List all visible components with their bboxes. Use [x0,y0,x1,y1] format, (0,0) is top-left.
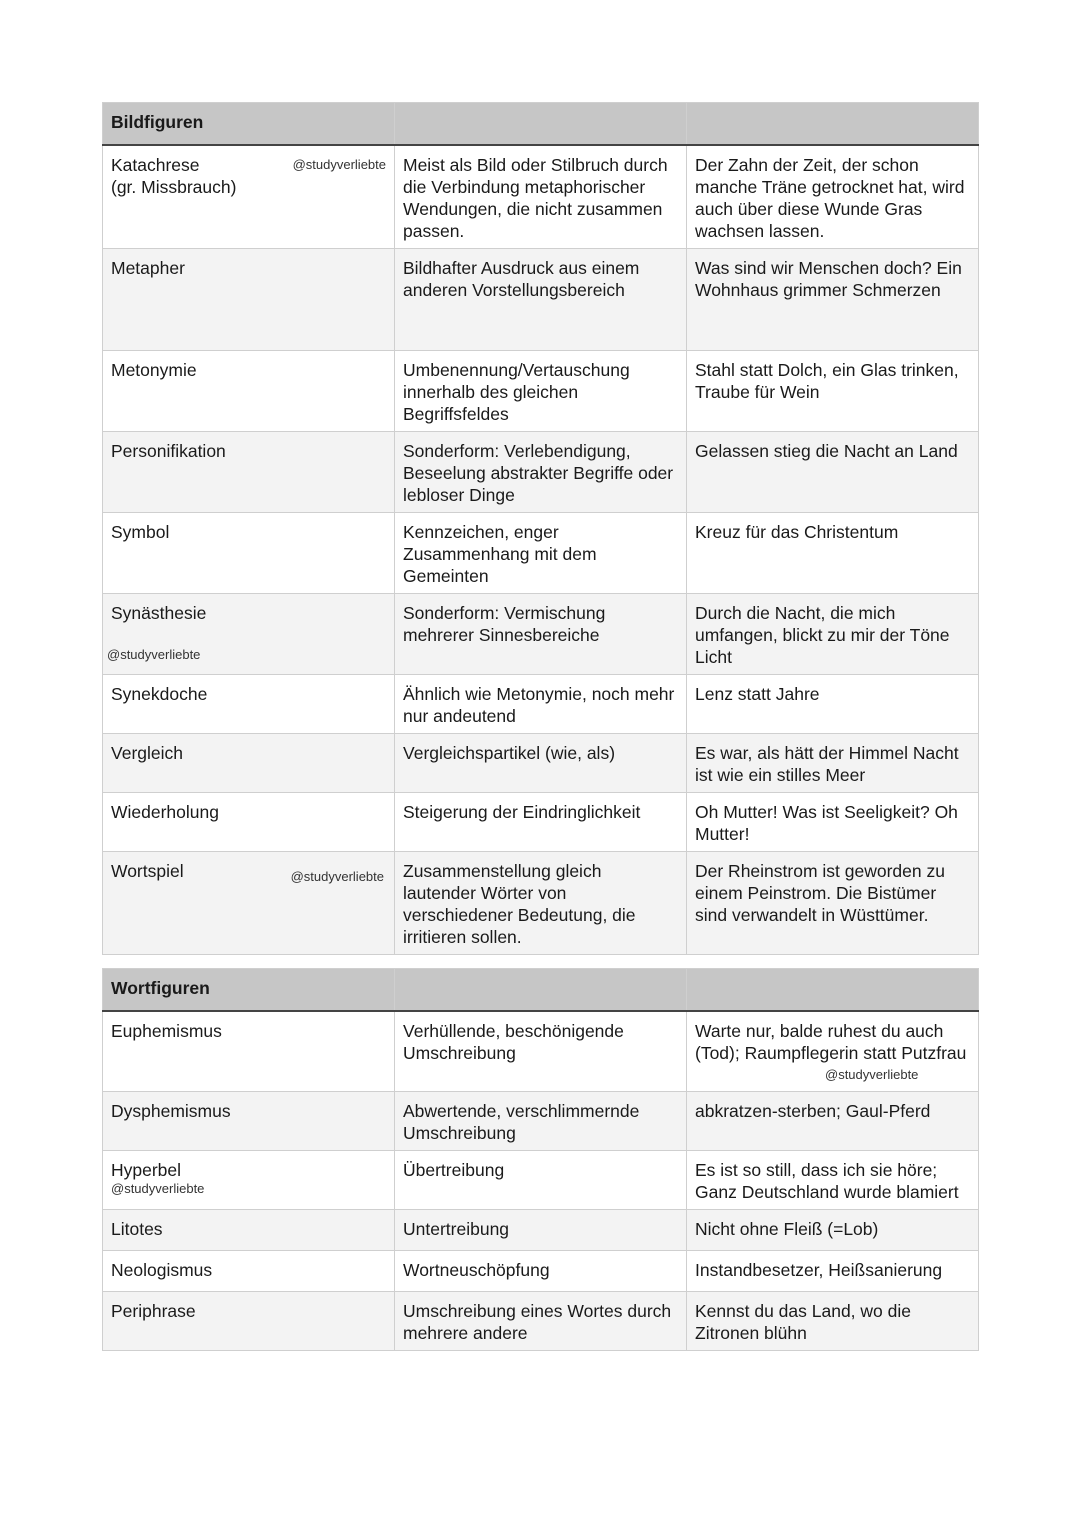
example: Oh Mutter! Was ist Seeligkeit? Oh Mutter! [687,793,979,852]
watermark: @studyverliebte [107,647,201,662]
term: Personifikation [103,432,395,513]
description: Abwertende, verschlimmernde Umschreibung [395,1091,687,1150]
example: Gelassen stieg die Nacht an Land [687,432,979,513]
table-row [103,734,979,793]
term: Wiederholung [103,793,395,852]
description: Sonderform: Vermischung mehrerer Sinnesbereiche [395,594,687,675]
term: Euphemismus [103,1011,395,1091]
term: Symbol [103,513,395,594]
term: Metonymie [103,351,395,432]
section-title: Wortfiguren [103,969,395,1012]
table-row [103,1291,979,1350]
example: Durch die Nacht, die mich umfangen, blickt zu mir der Töne Licht [687,594,979,675]
example: Es war, als hätt der Himmel Nacht ist wie ein stilles Meer [687,734,979,793]
description: Bildhafter Ausdruck aus einem anderen Vorstellungsbereich [395,249,687,351]
example: Es ist so still, dass ich sie höre; Ganz Deutschland wurde blamiert [687,1150,979,1209]
example: Instandbesetzer, Heißsanierung [687,1250,979,1291]
description: Verhüllende, beschönigende Umschreibung [395,1011,687,1091]
term: Periphrase [103,1291,395,1350]
wortfiguren-table [102,968,979,1351]
description: Steigerung der Eindringlichkeit [395,793,687,852]
table-row [103,432,979,513]
table-row [103,675,979,734]
table-header [103,103,979,146]
term: Synekdoche [103,675,395,734]
table-row [103,351,979,432]
term: Litotes [103,1209,395,1250]
term: Vergleich [103,734,395,793]
table-row [103,1011,979,1091]
section-title: Bildfiguren [103,103,395,146]
watermark: @studyverliebte [292,157,386,172]
description: Kennzeichen, enger Zusammenhang mit dem Gemeinten [395,513,687,594]
example: Warte nur, balde ruhest du auch (Tod); Raumpflegerin statt Putzfrau [695,1021,967,1063]
description: Meist als Bild oder Stilbruch durch die Verbindung metaphorischer Wendungen, die nicht zusammen passen. [395,145,687,249]
table-row [103,852,979,955]
table-row [103,1091,979,1150]
watermark: @studyverliebte [111,1180,205,1196]
table-row [103,1209,979,1250]
term: Dysphemismus [103,1091,395,1150]
term: Katachrese [111,155,200,175]
table-row [103,594,979,675]
description: Wortneuschöpfung [395,1250,687,1291]
example: Der Rheinstrom ist geworden zu einem Peinstrom. Die Bistümer sind verwandelt in Wüsttümer. [687,852,979,955]
bildfiguren-table [102,102,979,955]
example: Lenz statt Jahre [687,675,979,734]
example: Der Zahn der Zeit, der schon manche Träne getrocknet hat, wird auch über diese Wunde Gras wachsen lassen. [687,145,979,249]
table-row [103,1150,979,1209]
example: Kennst du das Land, wo die Zitronen blühn [687,1291,979,1350]
description: Ähnlich wie Metonymie, noch mehr nur andeutend [395,675,687,734]
term: Hyperbel [111,1159,182,1180]
description: Umschreibung eines Wortes durch mehrere andere [395,1291,687,1350]
description: Umbenennung/Vertauschung innerhalb des gleichen Begriffsfeldes [395,351,687,432]
description: Zusammenstellung gleich lautender Wörter von verschiedener Bedeutung, die irritieren sollen. [395,852,687,955]
term: Wortspiel [111,861,184,881]
watermark: @studyverliebte [825,1067,919,1082]
example: Kreuz für das Christentum [687,513,979,594]
watermark: @studyverliebte [290,869,384,884]
description: Übertreibung [395,1150,687,1209]
description: Sonderform: Verlebendigung, Beseelung abstrakter Begriffe oder lebloser Dinge [395,432,687,513]
description: Untertreibung [395,1209,687,1250]
example: Was sind wir Menschen doch? Ein Wohnhaus grimmer Schmerzen [687,249,979,351]
table-row [103,249,979,351]
term: Metapher [103,249,395,351]
table-row [103,513,979,594]
term-note: (gr. Missbrauch) [111,177,237,197]
term: Neologismus [103,1250,395,1291]
example: abkratzen-sterben; Gaul-Pferd [687,1091,979,1150]
table-row [103,145,979,249]
example: Nicht ohne Fleiß (=Lob) [687,1209,979,1250]
term: Synästhesie [111,603,207,623]
table-header [103,969,979,1012]
description: Vergleichspartikel (wie, als) [395,734,687,793]
table-row [103,793,979,852]
table-row [103,1250,979,1291]
example: Stahl statt Dolch, ein Glas trinken, Traube für Wein [687,351,979,432]
